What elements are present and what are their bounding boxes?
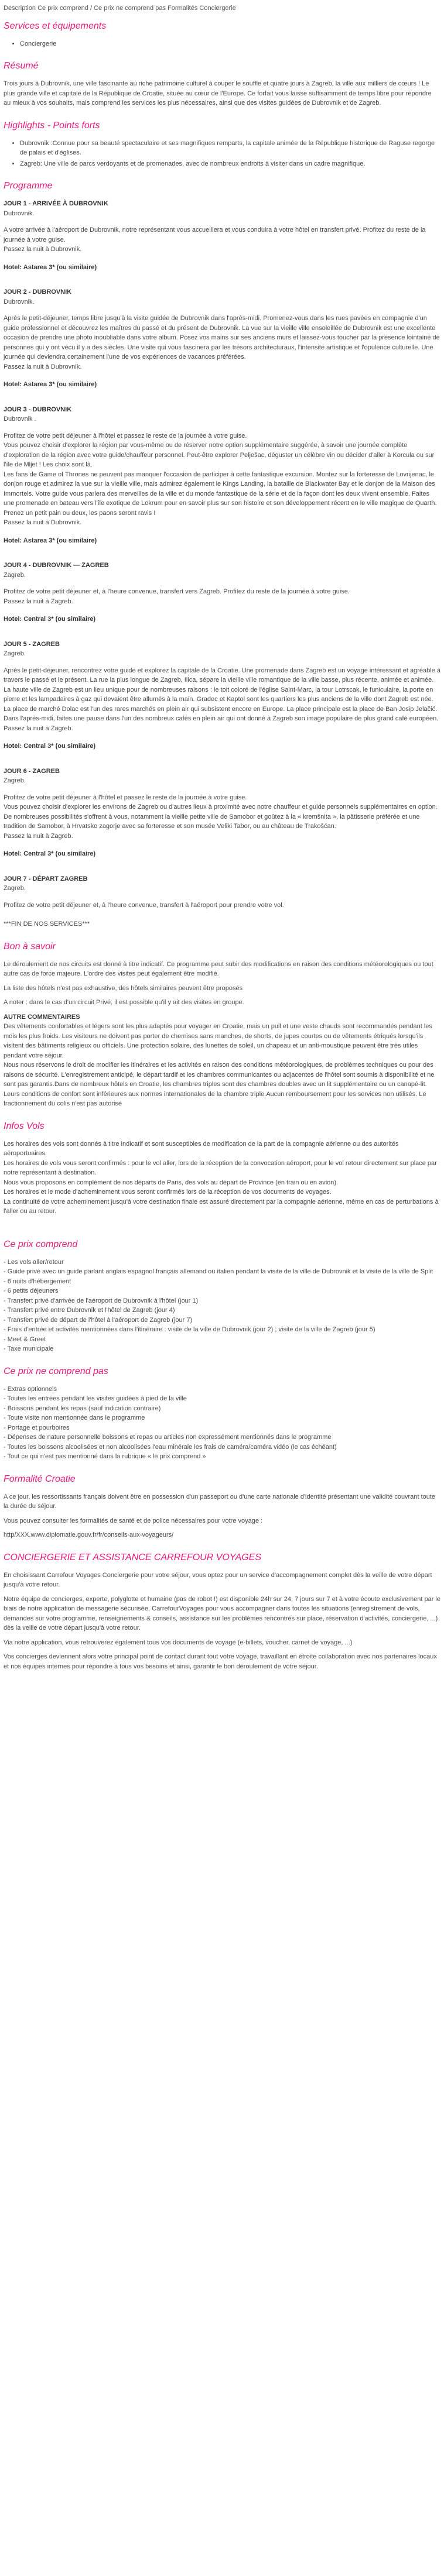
day-body: Profitez de votre petit déjeuner à l'hôtel et passez le reste de la journée à votre guise. Vous pouvez choisir d'explorer les environs de Zagreb ou d'autres lieux à proximité avec notre chauffeur et guide personnels supplémentaires en option. De nombreuses possibilités s'offrent à vous, notamment la vieille petite ville de Samobor et goûtez à la « kremšnita », la pâtisserie préférée et une tradition de Samobor, à Hrvatsko zagorje avec sa forteresse et son musée Veliki Tabor, ou au château de Trakošćan. bbox=[4, 794, 438, 830]
conciergerie-p1: En choisissant Carrefour Voyages Conciergerie pour votre séjour, vous optez pour un service d'accompagnement complet dès la veille de votre départ jusqu'à votre retour. bbox=[4, 1571, 432, 1588]
list-item: - Meet & Greet bbox=[4, 1335, 46, 1343]
list-item: - Portage et pourboires bbox=[4, 1424, 70, 1431]
services-title: Services et équipements bbox=[4, 20, 107, 31]
list-item: - Transfert privé d'arrivée de l'aéroport de Dubrovnik à l'hôtel (jour 1) bbox=[4, 1297, 199, 1304]
bon-a-savoir-p2: La liste des hôtels n'est pas exhaustive, des hôtels similaires peuvent être proposés bbox=[4, 984, 243, 992]
infos-vols-title: Infos Vols bbox=[4, 1121, 45, 1131]
day-body: Profitez de votre petit déjeuner à l'hôtel et passez le reste de la journée à votre guise. Vous pouvez choisir d'explorer la région par vous-même ou de réserver notre option supplémentaire suggérée, à savoir une journée complète d'exploration de la région avec votre guide/chauffeur personnel. Peut-être explorer Pelješac, déguster un célèbre vin ou décider d'aller à Korcula ou sur l'île de Mljet ! Les choix sont là. Les fans de Game of Thrones ne peuvent pas manquer l'occasion de participer à cette fantastique excursion. Montez sur la forteresse de Lovrijenac, le donjon rouge et admirez la vue sur la vieille ville, mais admirez également le Kings Landing, la bataille de Blackwater Bay et le donjon de la Maison des Immortels. Votre guide vous parlera des merveilles de la ville et du monde fantastique de la série et de la façon dont les deux vivent ensemble. Faites une promenade en bateau vers l'île exotique de Lokrum pour en savoir plus sur son histoire et son développement récent en le ville magique de Quarth. Prenez un petit pain ou deux, les paons seront ravis ! bbox=[4, 432, 437, 517]
list-item: • Dubrovnik :Connue pour sa beauté spectaculaire et ses magnifiques remparts, la capitale animée de la République historique de Raguse regorge de palais et d'églises. bbox=[20, 139, 440, 158]
day-body: Après le petit-déjeuner, temps libre jusqu'à la visite guidée de Dubrovnik dans l'après-midi. Promenez-vous dans les rues pavées en compagnie d'un guide professionnel et découvrez les maîtres du passé et du présent de Dubrovnik. La vue sur la vieille ville ensoleillée de Dubrovnik est une excellente occasion de prendre une photo inoubliable dans votre album. Posez vos mains sur ses anciens murs et laissez-vous toucher par la présence lointaine de personnes qui y ont vécu il y a des siècles. Une visite qui vous fascinera par les trésors architecturaux, l'intensité artistique et l'opulence culturelle. Une journée qui deviendra certainement l'une de vos expériences de vacances préférées. bbox=[4, 315, 440, 360]
day-body: A votre arrivée à l'aéroport de Dubrovnik, notre représentant vous accueillera et vous conduira à votre hôtel en transfert privé. Profitez du reste de la journée à votre guise. bbox=[4, 226, 426, 243]
list-item: - 6 nuits d'hébergement bbox=[4, 1277, 71, 1285]
day-title: JOUR 5 - ZAGREB bbox=[4, 640, 60, 648]
day-title: JOUR 7 - DÉPART ZAGREB bbox=[4, 875, 88, 882]
prix-ne-comprend-pas-list bbox=[4, 1385, 440, 1462]
highlights-title: Highlights - Points forts bbox=[4, 120, 100, 130]
day-title: JOUR 3 - DUBROVNIK bbox=[4, 406, 72, 413]
day-title: JOUR 1 - ARRIVÉE À DUBROVNIK bbox=[4, 200, 108, 207]
programme-days bbox=[4, 199, 440, 916]
services-list bbox=[4, 39, 440, 49]
list-item: - Extras optionnels bbox=[4, 1385, 57, 1393]
list-item: - Taxe municipale bbox=[4, 1345, 54, 1352]
day-title: JOUR 2 - DUBROVNIK bbox=[4, 288, 72, 296]
day-hotel: Hotel: Central 3* (ou similaire) bbox=[4, 616, 96, 623]
bon-a-savoir-title: Bon à savoir bbox=[4, 941, 56, 952]
day-hotel: Hotel: Astarea 3* (ou similaire) bbox=[4, 381, 97, 388]
day-hotel: Hotel: Central 3* (ou similaire) bbox=[4, 743, 96, 750]
conciergerie-title: CONCIERGERIE ET ASSISTANCE CARREFOUR VOYAGES bbox=[4, 1552, 262, 1562]
highlights-list bbox=[4, 139, 440, 169]
day-night: Passez la nuit à Dubrovnik. bbox=[4, 246, 82, 253]
top-nav[interactable]: Description Ce prix comprend / Ce prix ne comprend pas Formalités Conciergerie bbox=[4, 5, 236, 12]
autres-commentaires-text: Des vêtements confortables et légers sont les plus adaptés pour voyager en Croatie, mais un pull et une veste chauds sont recommandés pendant les mois les plus froids. Les visiteurs ne doivent pas porter de chemises sans manches, de shorts, de jupes courtes ou de vêtements étriqués lorsqu'ils visitent des bâtiments religieux ou officiels. Une protection solaire, des lunettes de soleil, un chapeau et un anti-moustique peuvent être très utiles pendant votre séjour. Nous nous réservons le droit de modifier les itinéraires et les activités en raison des conditions météorologiques, de problèmes techniques ou pour des raisons de sécurité. L'enregistrement anticipé, le départ tardif et les chambres communicantes ou adjacentes de l'hôtel sont soumis à disponibilité et ne sont pas garantis.Dans de nombreux hôtels en Croatie, les chambres triples sont des chambres doubles avec un lit supplémentaire ou un canapé-lit. Leurs conditions de confort sont inférieures aux normes internationales de la chambre triple.Aucun remboursement pour les services non utilisés. Le fractionnement du colis n'est pas autorisé bbox=[4, 1023, 435, 1107]
day-night: Passez la nuit à Zagreb. bbox=[4, 724, 73, 732]
formalite-p1: A ce jour, les ressortissants français doivent être en possession d'un passeport ou d'une carte nationale d'identité présentant une validité couvrant toute la durée du séjour. bbox=[4, 1493, 436, 1510]
day-night: Passez la nuit à Zagreb. bbox=[4, 832, 73, 840]
day-place: Zagreb. bbox=[4, 571, 26, 579]
day-place: Dubrovnik. bbox=[4, 298, 35, 305]
resume-title: Résumé bbox=[4, 61, 39, 71]
conciergerie-p4: Vos concierges deviennent alors votre principal point de contact durant tout votre voyage, travaillant en étroite collaboration avec nos partenaires locaux et nos équipes internes pour répondre à tous vos besoins et ainsi, garantir le bon déroulement de votre séjour. bbox=[4, 1653, 437, 1670]
autres-commentaires-title: AUTRE COMMENTAIRES bbox=[4, 1013, 80, 1021]
list-item: - Transfert privé entre Dubrovnik et l'hôtel de Zagreb (jour 4) bbox=[4, 1307, 175, 1314]
day-body: Profitez de votre petit déjeuner et, à l'heure convenue, transfert vers Zagreb. Profitez du reste de la journée à votre guise. bbox=[4, 588, 350, 595]
list-item: - Dépenses de nature personnelle boissons et repas ou articles non expressément mentionnés dans le programme bbox=[4, 1434, 332, 1441]
bon-a-savoir-p3: A noter : dans le cas d'un circuit Privé, il est possible qu'il y ait des visites en groupe. bbox=[4, 999, 244, 1006]
day-title: JOUR 6 - ZAGREB bbox=[4, 767, 60, 775]
day-night: Passez la nuit à Dubrovnik. bbox=[4, 519, 82, 526]
end-note: ***FIN DE NOS SERVICES*** bbox=[4, 921, 90, 928]
day-hotel: Hotel: Astarea 3* (ou similaire) bbox=[4, 537, 97, 544]
day-place: Zagreb. bbox=[4, 885, 26, 892]
formalite-p2: Vous pouvez consulter les formalités de santé et de police nécessaires pour votre voyage : bbox=[4, 1517, 263, 1524]
infos-vols-text: Les horaires des vols sont donnés à titre indicatif et sont susceptibles de modification de la part de la compagnie aérienne ou des autorités aéroportuaires. Les horaires de vols vous seront confirmés : pour le vol aller, lors de la réception de la convocation aéroport, pour le vol retour directement sur place par notre représentant à destination. Nous vous proposons en complément de nos départs de Paris, des vols au départ de Province (en train ou en avion). Les horaires et le mode d'acheminement vous seront confirmés lors de la réception de vos documents de voyages. La continuité de votre acheminement jusqu'à votre destination finale est assuré directement par la compagnie aérienne, même en cas de perturbations à l'aller ou au retour. bbox=[4, 1140, 439, 1215]
day-body: Après le petit-déjeuner, rencontrez votre guide et explorez la capitale de la Croatie. Une promenade dans Zagreb est un voyage intéressant et agréable à travers le passé et le présent. La rue la plus longue de Zagreb, Ilica, sépare la vieille ville romantique de la ville basse, plus récente, animée et animée. La haute ville de Zagreb est un lieu unique pour de nombreuses raisons : le toit coloré de l'église Saint-Marc, la tour Lotrscak, le funiculaire, la porte en pierre et les lampadaires à gaz qui devaient être allumés à la main. Gradec et Kaptol sont les quartiers les plus anciens de la ville dont Zagreb est née. La place de marché Dolac est l'un des rares marchés en plein air qui subsistent encore en Europe. La place principale est la place de Ban Josip Jelačić. Dans l'après-midi, faites une pause dans l'un des nombreux cafés en plein air qui ont donné à Zagreb son image populaire de plus grand café européen. bbox=[4, 667, 441, 722]
list-item: - Frais d'entrée et activités mentionnées dans l'itinéraire : visite de la ville de Dubrovnik (jour 2) ; visite de la ville de Zagreb (jour 5) bbox=[4, 1326, 375, 1333]
day-hotel: Hotel: Astarea 3* (ou similaire) bbox=[4, 263, 97, 271]
list-item: - Toutes les boissons alcoolisées et non alcoolisées l'eau minérale les frais de caméra/caméra vidéo (le cas échéant) bbox=[4, 1443, 337, 1451]
day-place: Zagreb. bbox=[4, 650, 26, 657]
list-item: - 6 petits déjeuners bbox=[4, 1287, 59, 1294]
prix-comprend-title: Ce prix comprend bbox=[4, 1239, 78, 1249]
day-night: Passez la nuit à Zagreb. bbox=[4, 597, 73, 605]
day-body: Profitez de votre petit déjeuner et, à l'heure convenue, transfert à l'aéroport pour prendre votre vol. bbox=[4, 901, 284, 909]
list-item: - Toute visite non mentionnée dans le programme bbox=[4, 1414, 145, 1421]
prix-ne-comprend-pas-title: Ce prix ne comprend pas bbox=[4, 1366, 108, 1376]
programme-title: Programme bbox=[4, 181, 53, 191]
day-place: Dubrovnik. bbox=[4, 209, 35, 217]
list-item: - Toutes les entrées pendant les visites guidées à pied de la ville bbox=[4, 1395, 187, 1402]
list-item: • Conciergerie bbox=[20, 39, 440, 49]
formalite-title: Formalité Croatie bbox=[4, 1474, 76, 1484]
list-item: - Transfert privé de départ de l'hôtel à l'aéroport de Zagreb (jour 7) bbox=[4, 1316, 193, 1324]
list-item: - Tout ce qui n'est pas mentionné dans la rubrique « le prix comprend » bbox=[4, 1453, 206, 1460]
list-item: - Les vols aller/retour bbox=[4, 1258, 64, 1266]
resume-text: Trois jours à Dubrovnik, une ville fascinante au riche patrimoine culturel à couper le souffle et quatre jours à Zagreb, la ville aux milliers de cœurs ! Le plus grande ville et capitale de la République de Croatie, située au cœur de l'Europe. Ce forfait vous laisse suffisamment de temps libre pour répondre au mieux à vos souhaits, mais comprend les services les plus nécessaires, ainsi que des visites guidées de Dubrovnik et de Zagreb. bbox=[4, 80, 432, 107]
formalite-link[interactable]: http/XXX.www.diplomatie.gouv.fr/fr/conseils-aux-voyageurs/ bbox=[4, 1531, 174, 1538]
conciergerie-p3: Via notre application, vous retrouverez également tous vos documents de voyage (e-billets, voucher, carnet de voyage, ...) bbox=[4, 1639, 353, 1646]
list-item: - Boissons pendant les repas (sauf indication contraire) bbox=[4, 1404, 161, 1412]
prix-comprend-list bbox=[4, 1258, 440, 1354]
day-place: Zagreb. bbox=[4, 777, 26, 784]
list-item: - Guide privé avec un guide parlant anglais espagnol français allemand ou italien pendant la visite de la ville de Dubrovnik et la visite de la ville de Split bbox=[4, 1268, 433, 1275]
list-item: • Zagreb: Une ville de parcs verdoyants et de promenades, avec de nombreux endroits à visiter dans un cadre magnifique. bbox=[20, 159, 440, 169]
day-hotel: Hotel: Central 3* (ou similaire) bbox=[4, 850, 96, 857]
day-night: Passez la nuit à Dubrovnik. bbox=[4, 363, 82, 370]
conciergerie-p2: Notre équipe de concierges, experte, polyglotte et humaine (pas de robot !) est disponible 24h sur 24, 7 jours sur 7 et à votre écoute exclusivement par le biais de notre application de messagerie sécurisée, CarrefourVoyages pour vous accompagner dans toutes les situations (enregistrement de vols, demandes sur votre programme, renseignements & conseils, assistance sur les problèmes rencontrés sur place, réservation d'activités, conciergerie, ...) dès la veille de votre départ jusqu'à votre retour. bbox=[4, 1595, 440, 1632]
bon-a-savoir-p1: Le déroulement de nos circuits est donné à titre indicatif. Ce programme peut subir des modifications en raison des conditions météorologiques ou tout autre cas de force majeure. L'ordre des visites peut également être modifié. bbox=[4, 960, 433, 977]
day-title: JOUR 4 - DUBROVNIK — ZAGREB bbox=[4, 562, 109, 569]
day-place: Dubrovnik . bbox=[4, 415, 36, 423]
